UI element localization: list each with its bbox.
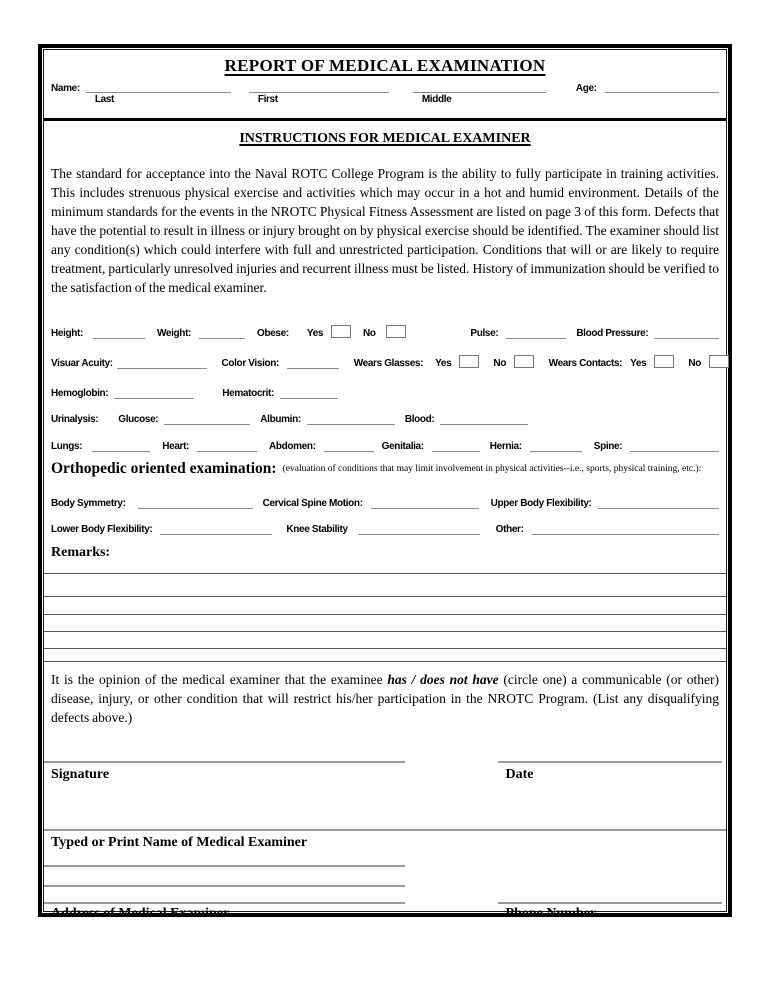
address-label: Address of Medical Examiner xyxy=(51,906,230,921)
remarks-line-2[interactable] xyxy=(44,596,726,597)
upper-body-flexibility-label: Upper Body Flexibility: xyxy=(490,498,592,509)
opinion-circle-one-phrase[interactable]: has / does not have xyxy=(387,672,499,687)
form-body xyxy=(43,49,727,921)
instructions-paragraph: The standard for acceptance into the Naval ROTC College Program is the ability to fully participate in training activities. This includes strenuous physical exercise and activities which may occur in a hot and humid environment. Details of the minimum standards for the events in the NROTC Physical Fitness Assessment are listed on page 3 of this form. Defects that have the potential to result in illness or injury brought on by physical exercise should be identified. The examiner should list any condition(s) which could interfere with full and unrestricted participation. Conditions that will or are likely to require treatment, particularly unresolved injuries and recurrent illness must be listed. History of immunization should be verified to the satisfaction of the medical examiner. xyxy=(51,166,719,295)
genitalia-input-line[interactable] xyxy=(432,439,480,452)
age-input-line[interactable] xyxy=(605,80,719,93)
form-title: REPORT OF MEDICAL EXAMINATION xyxy=(224,56,546,75)
vitals-row-4 xyxy=(51,409,719,425)
albumin-label: Albumin: xyxy=(260,414,301,425)
wears-glasses-label: Wears Glasses: xyxy=(353,358,424,369)
phone-label: Phone Number xyxy=(505,906,597,921)
name-first-field xyxy=(249,80,389,105)
name-row xyxy=(44,76,726,105)
vitals-row-1 xyxy=(51,323,719,339)
name-label: Name: xyxy=(51,83,80,94)
hemoglobin-label: Hemoglobin: xyxy=(51,388,109,399)
genitalia-label: Genitalia: xyxy=(381,441,424,452)
vitals-row-3 xyxy=(51,383,719,399)
height-label: Height: xyxy=(51,328,83,339)
age-field xyxy=(605,80,719,93)
upper-body-flexibility-input-line[interactable] xyxy=(598,496,719,509)
other-input-line[interactable] xyxy=(532,522,719,535)
obese-label: Obese: xyxy=(257,328,289,339)
remarks-label: Remarks: xyxy=(51,545,111,560)
hematocrit-input-line[interactable] xyxy=(280,386,338,399)
name-first-input-line[interactable] xyxy=(249,80,389,93)
instructions-heading: INSTRUCTIONS FOR MEDICAL EXAMINER xyxy=(239,131,531,146)
date-input-line[interactable] xyxy=(498,761,722,763)
orthopedic-heading-row xyxy=(51,461,719,477)
opinion-paragraph xyxy=(51,670,719,727)
urinalysis-label: Urinalysis: xyxy=(51,414,99,425)
opinion-text-before: It is the opinion of the medical examiner that the examinee xyxy=(51,672,388,687)
hematocrit-label: Hematocrit: xyxy=(222,388,274,399)
spine-input-line[interactable] xyxy=(630,439,719,452)
height-input-line[interactable] xyxy=(93,326,145,339)
spine-label: Spine: xyxy=(593,441,623,452)
remarks-line-5[interactable] xyxy=(44,648,726,649)
name-middle-input-line[interactable] xyxy=(413,80,546,93)
name-last-field xyxy=(86,80,231,105)
lungs-input-line[interactable] xyxy=(92,439,150,452)
orthopedic-row-1 xyxy=(51,493,719,509)
lower-body-flexibility-input-line[interactable] xyxy=(160,522,272,535)
orthopedic-note: (evaluation of conditions that may limit involvement in physical activities--i.e., sports, physical training, etc.): xyxy=(282,464,702,474)
knee-stability-input-line[interactable] xyxy=(358,522,480,535)
blood-input-line[interactable] xyxy=(440,412,528,425)
glasses-yes-checkbox[interactable] xyxy=(459,355,479,368)
visual-acuity-label: Visuar Acuity: xyxy=(51,358,113,369)
obese-yes-checkbox[interactable] xyxy=(331,325,351,338)
obese-yes-label: Yes xyxy=(306,328,324,339)
contacts-no-checkbox[interactable] xyxy=(709,355,729,368)
wears-contacts-label: Wears Contacts: xyxy=(548,358,623,369)
color-vision-input-line[interactable] xyxy=(287,356,339,369)
weight-label: Weight: xyxy=(157,328,192,339)
weight-input-line[interactable] xyxy=(199,326,245,339)
form-main xyxy=(44,121,726,921)
pulse-label: Pulse: xyxy=(470,328,499,339)
contacts-yes-label: Yes xyxy=(630,358,647,369)
blood-pressure-input-line[interactable] xyxy=(654,326,719,339)
glucose-input-line[interactable] xyxy=(164,412,250,425)
name-first-sublabel: First xyxy=(257,94,278,105)
remarks-line-1[interactable] xyxy=(44,573,726,574)
abdomen-label: Abdomen: xyxy=(269,441,316,452)
visual-acuity-input-line[interactable] xyxy=(117,356,207,369)
orthopedic-row-2 xyxy=(51,519,719,535)
contacts-no-label: No xyxy=(688,358,701,369)
name-last-input-line[interactable] xyxy=(86,80,231,93)
remarks-line-3[interactable] xyxy=(44,614,726,615)
signature-label: Signature xyxy=(51,767,110,782)
glasses-no-checkbox[interactable] xyxy=(514,355,534,368)
body-symmetry-label: Body Symmetry: xyxy=(51,498,126,509)
obese-no-label: No xyxy=(363,328,376,339)
phone-input-line[interactable] xyxy=(498,902,722,904)
contacts-yes-checkbox[interactable] xyxy=(654,355,674,368)
hernia-input-line[interactable] xyxy=(530,439,582,452)
blood-pressure-label: Blood Pressure: xyxy=(576,328,649,339)
lower-body-flexibility-label: Lower Body Flexibility: xyxy=(51,524,153,535)
typed-name-input-line[interactable] xyxy=(44,829,726,831)
remarks-line-4[interactable] xyxy=(44,631,726,632)
date-label: Date xyxy=(505,767,534,782)
name-last-sublabel: Last xyxy=(94,94,114,105)
heart-input-line[interactable] xyxy=(197,439,257,452)
address-input-line-2[interactable] xyxy=(44,885,405,887)
cervical-spine-motion-input-line[interactable] xyxy=(371,496,479,509)
typed-name-label: Typed or Print Name of Medical Examiner xyxy=(51,835,308,850)
glucose-label: Glucose: xyxy=(118,414,159,425)
form-header xyxy=(44,56,726,121)
color-vision-label: Color Vision: xyxy=(221,358,279,369)
hernia-label: Hernia: xyxy=(489,441,522,452)
vitals-row-2 xyxy=(51,353,729,369)
form-border xyxy=(38,44,732,921)
abdomen-input-line[interactable] xyxy=(324,439,374,452)
address-input-line-3[interactable] xyxy=(44,902,405,904)
other-label: Other: xyxy=(495,524,524,535)
opinion-text-after: (circle one) a communicable (or other) disease, injury, or other condition that will restrict his/her participation in the NROTC Program. (List any disqualifying defects above.) xyxy=(51,672,719,725)
cervical-spine-motion-label: Cervical Spine Motion: xyxy=(262,498,363,509)
glasses-yes-label: Yes xyxy=(435,358,452,369)
blood-label: Blood: xyxy=(404,414,435,425)
lungs-label: Lungs: xyxy=(51,441,83,452)
name-middle-sublabel: Middle xyxy=(421,94,452,105)
age-label: Age: xyxy=(575,83,597,94)
signature-input-line[interactable] xyxy=(44,761,405,763)
address-input-line-1[interactable] xyxy=(44,865,405,867)
orthopedic-heading: Orthopedic oriented examination: xyxy=(51,460,277,477)
knee-stability-label: Knee Stability xyxy=(286,524,348,535)
vitals-row-5 xyxy=(51,436,719,452)
albumin-input-line[interactable] xyxy=(307,412,395,425)
glasses-no-label: No xyxy=(493,358,506,369)
pulse-input-line[interactable] xyxy=(506,326,566,339)
hemoglobin-input-line[interactable] xyxy=(114,386,194,399)
remarks-line-6[interactable] xyxy=(44,661,726,662)
body-symmetry-input-line[interactable] xyxy=(138,496,253,509)
name-middle-field xyxy=(413,80,546,105)
obese-no-checkbox[interactable] xyxy=(386,325,406,338)
heart-label: Heart: xyxy=(162,441,190,452)
